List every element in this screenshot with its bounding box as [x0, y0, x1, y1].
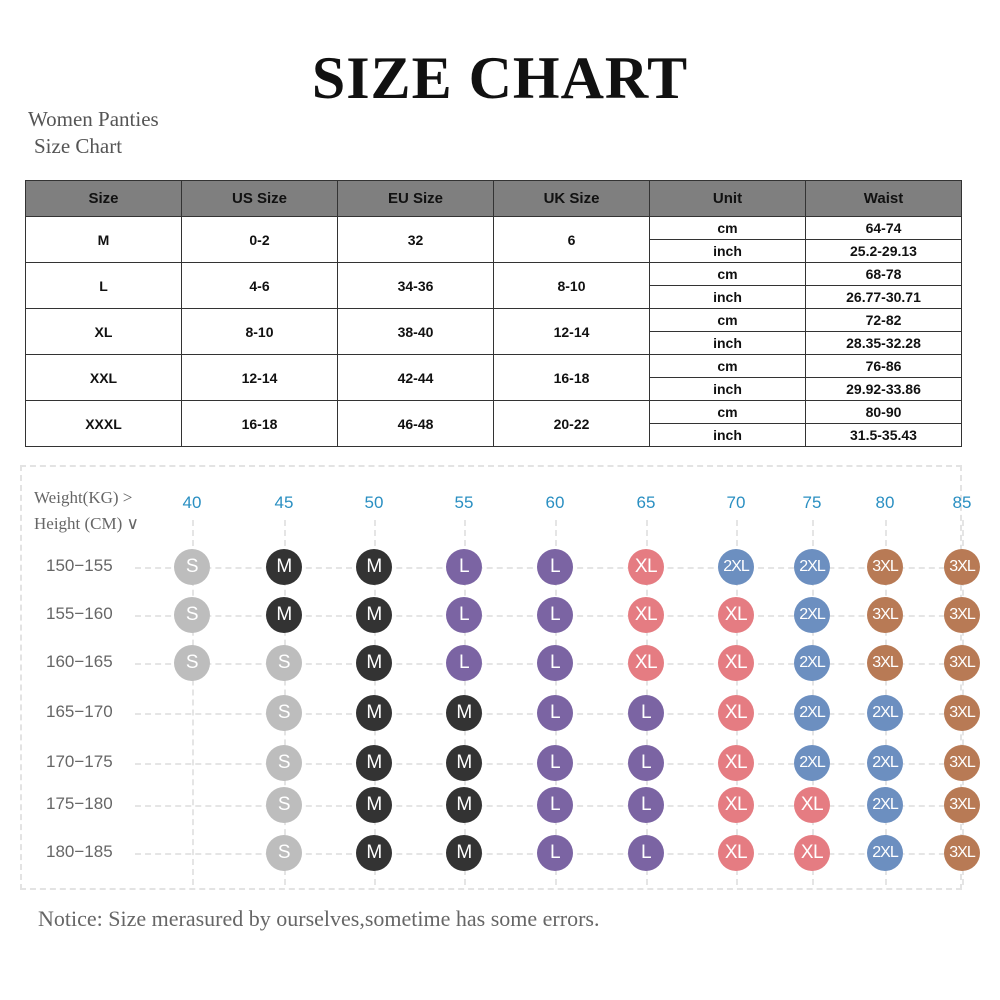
size-badge: XL: [718, 695, 754, 731]
column-header-waist: Waist: [806, 181, 962, 217]
size-badge: 3XL: [867, 549, 903, 585]
size-badge: M: [266, 597, 302, 633]
height-row-label: 180−185: [46, 842, 113, 861]
size-badge: M: [266, 549, 302, 585]
height-row-label: 170−175: [46, 752, 113, 771]
size-badge: S: [174, 549, 210, 585]
table-row: [26, 263, 962, 286]
size-badge: L: [628, 745, 664, 781]
size-badge: M: [356, 645, 392, 681]
unit-inch-cell: inch: [650, 332, 806, 355]
uk-size-cell: 6: [494, 217, 650, 263]
eu-size-cell: 46-48: [338, 401, 494, 447]
size-badge: XL: [628, 549, 664, 585]
size-badge: L: [537, 695, 573, 731]
weight-column-label: 50: [364, 493, 384, 512]
uk-size-cell: 12-14: [494, 309, 650, 355]
size-badge: 2XL: [794, 745, 830, 781]
size-badge: S: [174, 597, 210, 633]
size-badge: S: [266, 695, 302, 731]
unit-inch-cell: inch: [650, 286, 806, 309]
size-badge: S: [266, 745, 302, 781]
weight-column-label: 40: [182, 493, 202, 512]
column-header-us-size: US Size: [182, 181, 338, 217]
size-badge: M: [356, 597, 392, 633]
uk-size-cell: 20-22: [494, 401, 650, 447]
size-badge: M: [356, 745, 392, 781]
unit-inch-cell: inch: [650, 378, 806, 401]
size-badge: 2XL: [867, 787, 903, 823]
size-badge: XL: [794, 835, 830, 871]
column-header-uk-size: UK Size: [494, 181, 650, 217]
size-badge: 3XL: [944, 645, 980, 681]
size-badge: 3XL: [867, 597, 903, 633]
weight-column-label: 75: [802, 493, 822, 512]
size-badge: M: [446, 835, 482, 871]
waist-inch-cell: 28.35-32.28: [806, 332, 962, 355]
subtitle-line1: Women Panties: [28, 107, 159, 131]
column-header-size: Size: [26, 181, 182, 217]
size-badge: L: [628, 787, 664, 823]
waist-cm-cell: 64-74: [806, 217, 962, 240]
unit-cm-cell: cm: [650, 401, 806, 424]
size-badge: S: [174, 645, 210, 681]
us-size-cell: 16-18: [182, 401, 338, 447]
size-badge: L: [628, 695, 664, 731]
waist-inch-cell: 25.2-29.13: [806, 240, 962, 263]
size-badge: 3XL: [944, 835, 980, 871]
size-table: [25, 180, 962, 447]
uk-size-cell: 8-10: [494, 263, 650, 309]
table-row: [26, 401, 962, 424]
size-badge: M: [356, 835, 392, 871]
size-badge: L: [628, 835, 664, 871]
size-badge: XL: [628, 645, 664, 681]
size-badge: S: [266, 787, 302, 823]
size-badge: L: [537, 597, 573, 633]
size-badge: XL: [718, 835, 754, 871]
size-badge: L: [446, 549, 482, 585]
size-badge: L: [537, 745, 573, 781]
weight-column-label: 45: [274, 493, 294, 512]
weight-column-label: 80: [875, 493, 895, 512]
waist-inch-cell: 29.92-33.86: [806, 378, 962, 401]
eu-size-cell: 38-40: [338, 309, 494, 355]
size-badge: S: [266, 645, 302, 681]
waist-cm-cell: 68-78: [806, 263, 962, 286]
table-row: [26, 217, 962, 240]
uk-size-cell: 16-18: [494, 355, 650, 401]
height-row-label: 150−155: [46, 556, 113, 575]
size-badge: 3XL: [944, 695, 980, 731]
weight-column-label: 70: [726, 493, 746, 512]
eu-size-cell: 34-36: [338, 263, 494, 309]
waist-cm-cell: 72-82: [806, 309, 962, 332]
size-badge: XL: [718, 787, 754, 823]
size-badge: L: [537, 787, 573, 823]
us-size-cell: 4-6: [182, 263, 338, 309]
size-badge: XL: [628, 597, 664, 633]
unit-inch-cell: inch: [650, 240, 806, 263]
size-badge: M: [356, 695, 392, 731]
size-badge: 2XL: [867, 745, 903, 781]
waist-inch-cell: 26.77-30.71: [806, 286, 962, 309]
size-cell: XXXL: [26, 401, 182, 447]
size-cell: XL: [26, 309, 182, 355]
size-badge: 2XL: [794, 645, 830, 681]
weight-column-label: 85: [952, 493, 972, 512]
unit-inch-cell: inch: [650, 424, 806, 447]
size-badge: 2XL: [794, 695, 830, 731]
size-badge: L: [537, 645, 573, 681]
waist-inch-cell: 31.5-35.43: [806, 424, 962, 447]
size-badge: 3XL: [944, 745, 980, 781]
height-axis-label: Height (CM) ∨: [34, 514, 139, 533]
notice-text: Notice: Size merasured by ourselves,sometime has some errors.: [38, 906, 600, 931]
size-badge: 3XL: [867, 645, 903, 681]
waist-cm-cell: 80-90: [806, 401, 962, 424]
us-size-cell: 12-14: [182, 355, 338, 401]
size-badge: 2XL: [794, 597, 830, 633]
weight-axis-label: Weight(KG) >: [34, 488, 133, 507]
subtitle-line2: Size Chart: [34, 134, 123, 158]
size-badge: L: [446, 597, 482, 633]
table-row: [26, 355, 962, 378]
weight-column-label: 65: [636, 493, 656, 512]
column-header-unit: Unit: [650, 181, 806, 217]
size-badge: M: [446, 695, 482, 731]
waist-cm-cell: 76-86: [806, 355, 962, 378]
height-row-label: 160−165: [46, 652, 113, 671]
unit-cm-cell: cm: [650, 355, 806, 378]
size-badge: L: [537, 835, 573, 871]
size-badge: 2XL: [867, 695, 903, 731]
unit-cm-cell: cm: [650, 309, 806, 332]
page-title: SIZE CHART: [311, 45, 689, 111]
size-badge: XL: [718, 745, 754, 781]
us-size-cell: 0-2: [182, 217, 338, 263]
size-cell: XXL: [26, 355, 182, 401]
height-row-label: 165−170: [46, 702, 113, 721]
size-badge: S: [266, 835, 302, 871]
size-badge: L: [446, 645, 482, 681]
column-header-eu-size: EU Size: [338, 181, 494, 217]
table-row: [26, 309, 962, 332]
size-badge: M: [446, 745, 482, 781]
size-badge: L: [537, 549, 573, 585]
table-header-row: [26, 181, 962, 217]
size-badge: XL: [794, 787, 830, 823]
unit-cm-cell: cm: [650, 263, 806, 286]
size-badge: 3XL: [944, 549, 980, 585]
size-badge: M: [446, 787, 482, 823]
size-badge: XL: [718, 597, 754, 633]
weight-column-label: 60: [545, 493, 565, 512]
size-badge: 3XL: [944, 787, 980, 823]
size-badge: XL: [718, 645, 754, 681]
unit-cm-cell: cm: [650, 217, 806, 240]
height-row-label: 155−160: [46, 604, 113, 623]
size-badge: M: [356, 549, 392, 585]
size-badge: 2XL: [867, 835, 903, 871]
size-badge: M: [356, 787, 392, 823]
eu-size-cell: 32: [338, 217, 494, 263]
height-row-label: 175−180: [46, 794, 113, 813]
size-badge: 3XL: [944, 597, 980, 633]
size-cell: L: [26, 263, 182, 309]
size-badge: 2XL: [718, 549, 754, 585]
us-size-cell: 8-10: [182, 309, 338, 355]
eu-size-cell: 42-44: [338, 355, 494, 401]
size-cell: M: [26, 217, 182, 263]
size-badge: 2XL: [794, 549, 830, 585]
weight-column-label: 55: [454, 493, 474, 512]
